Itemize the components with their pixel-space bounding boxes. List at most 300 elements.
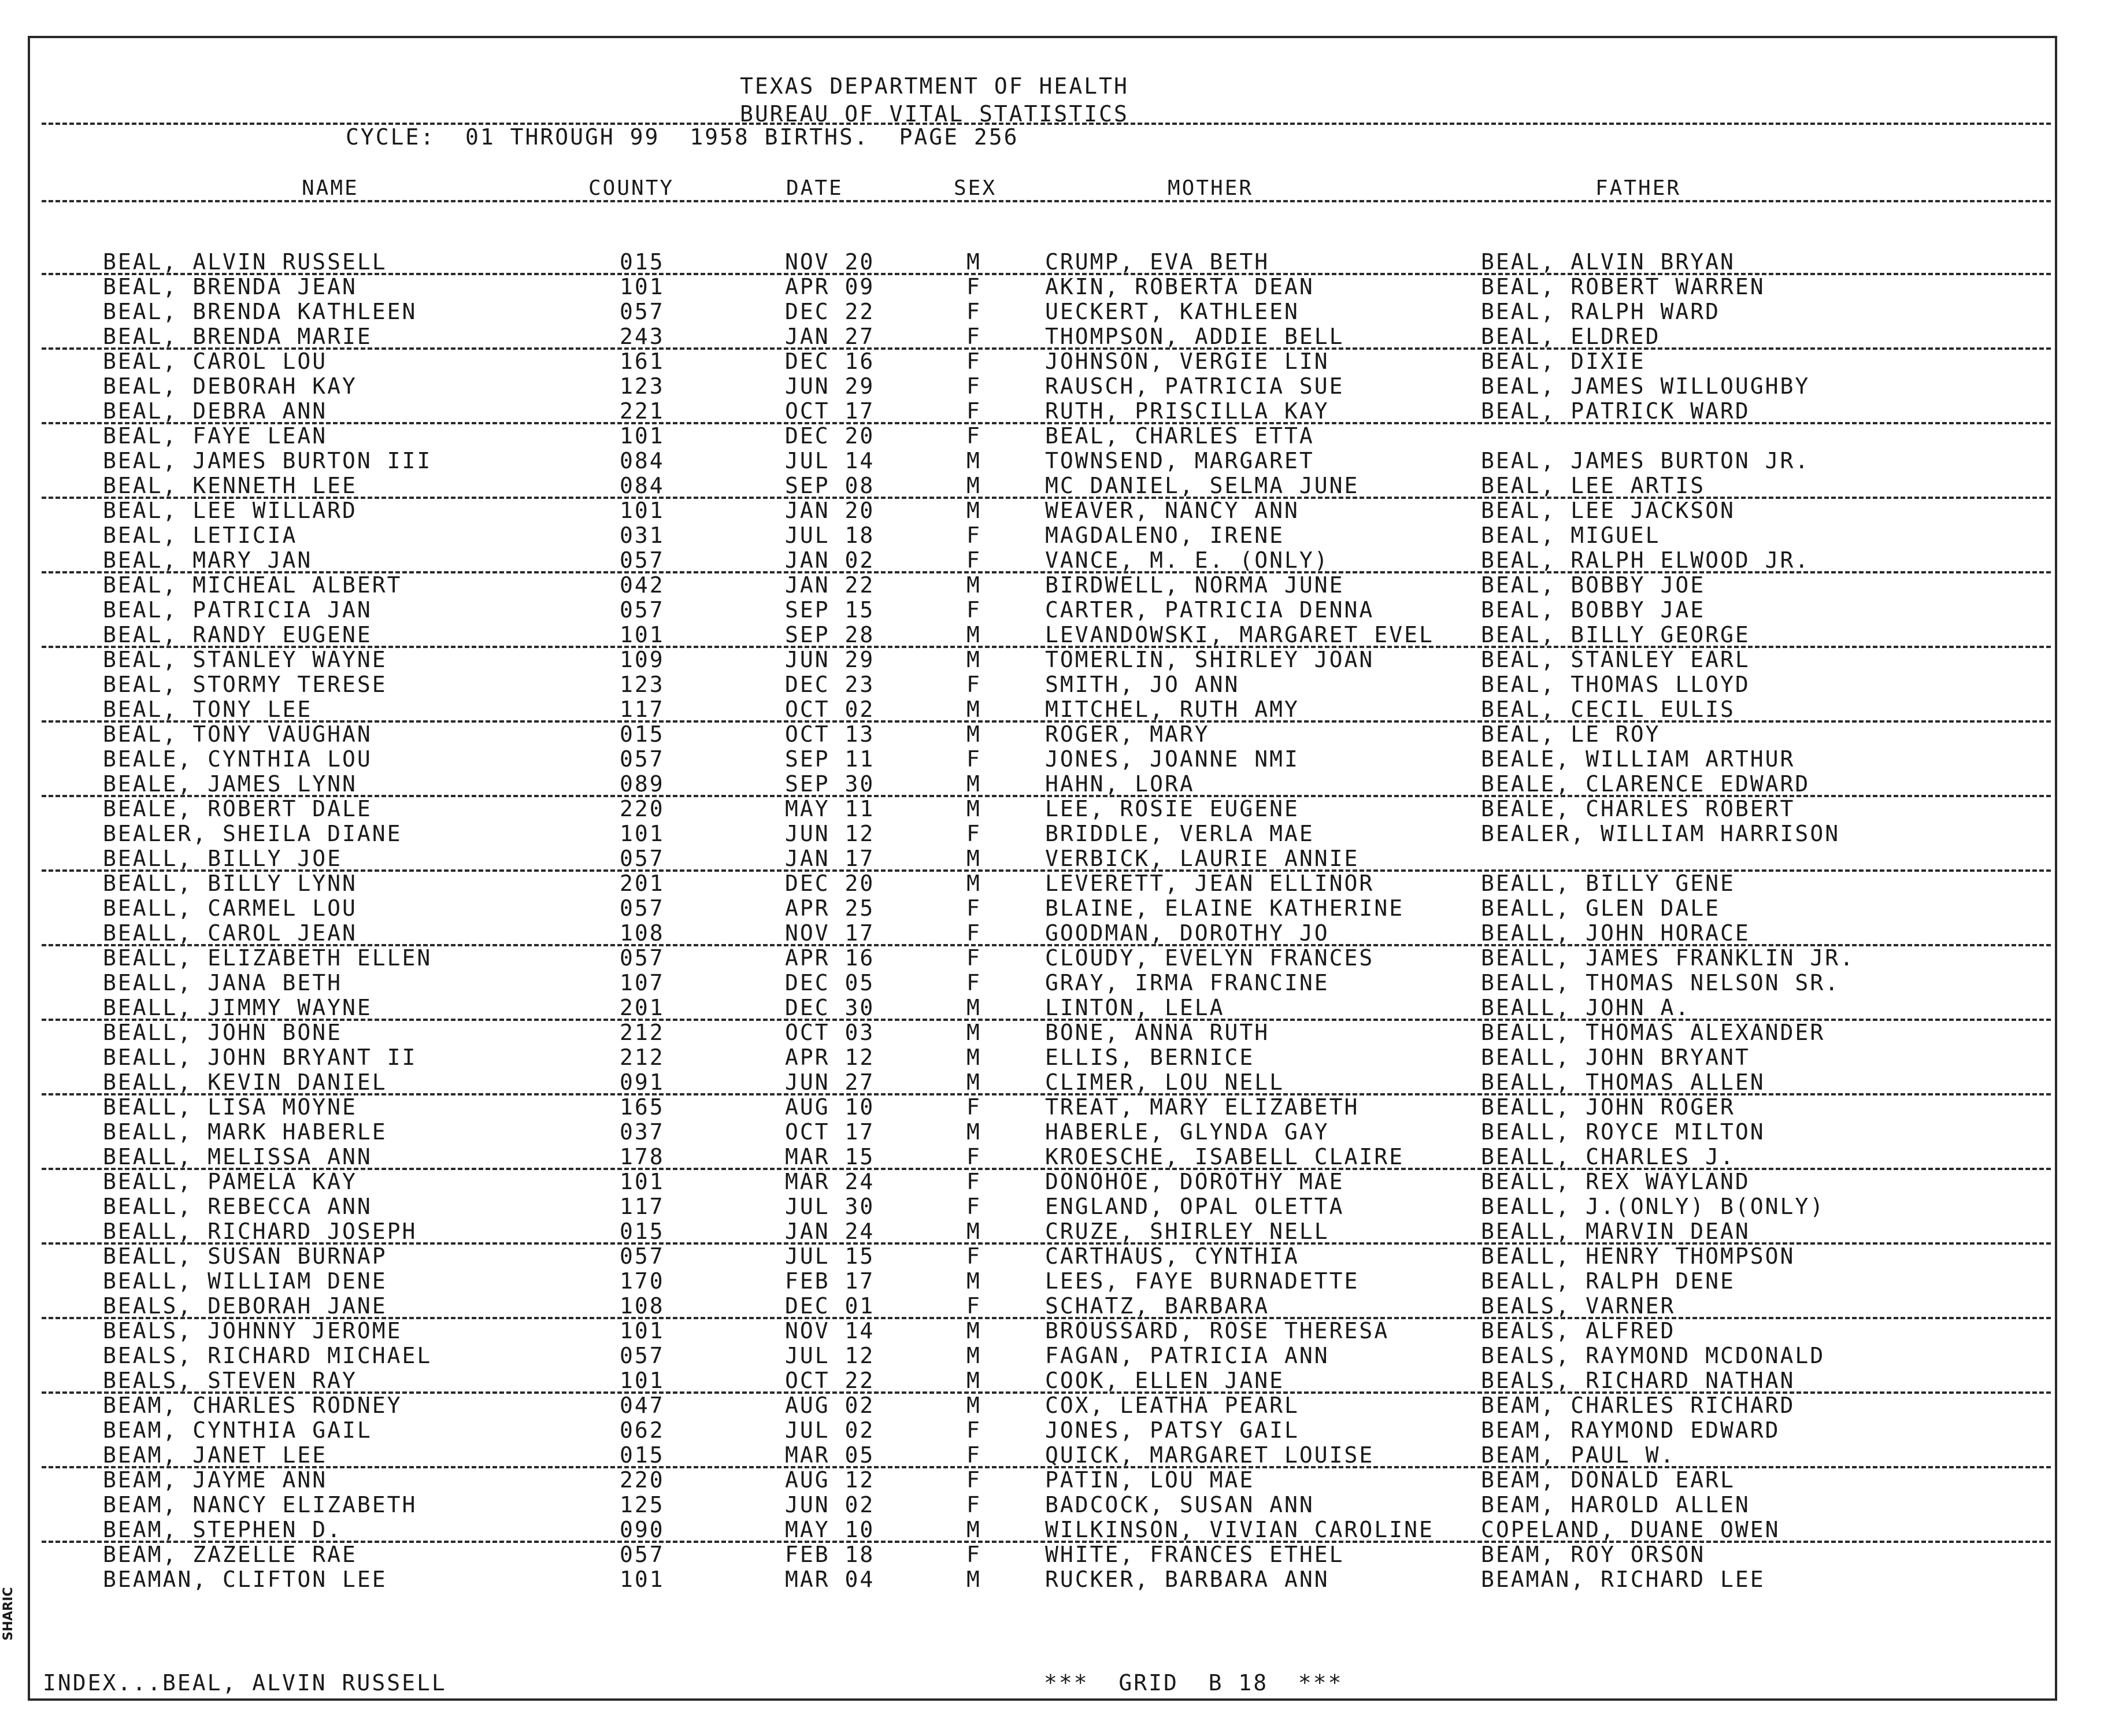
cell-mother: AKIN, ROBERTA DEAN — [1045, 274, 1314, 299]
cell-date: OCT 03 — [785, 1020, 875, 1045]
cell-father: BEAM, HAROLD ALLEN — [1481, 1492, 1750, 1517]
cell-father: BEALL, JOHN ROGER — [1481, 1094, 1735, 1120]
table-row — [0, 723, 2115, 747]
col-header-sex: SEX — [954, 176, 997, 200]
cell-name: BEAL, DEBORAH KAY — [103, 373, 357, 399]
row-rule — [42, 1466, 2051, 1468]
cell-father: BEAL, BOBBY JOE — [1481, 572, 1706, 598]
cell-county: 015 — [620, 721, 665, 747]
cell-mother: RUCKER, BARBARA ANN — [1045, 1567, 1329, 1592]
table-row — [0, 1444, 2115, 1468]
cell-sex: F — [966, 1144, 981, 1169]
cell-date: JUN 27 — [785, 1069, 875, 1095]
cell-mother: QUICK, MARGARET LOUISE — [1045, 1442, 1375, 1468]
cell-date: APR 16 — [785, 945, 875, 971]
cell-mother: ELLIS, BERNICE — [1045, 1045, 1255, 1070]
cell-father: BEAL, DIXIE — [1481, 349, 1646, 374]
table-row — [0, 748, 2115, 772]
table-row — [0, 475, 2115, 499]
cell-name: BEAM, STEPHEN D. — [103, 1517, 343, 1542]
cell-date: MAY 10 — [785, 1517, 875, 1542]
cell-name: BEALE, JAMES LYNN — [103, 771, 357, 797]
cell-mother: WHITE, FRANCES ETHEL — [1045, 1542, 1344, 1567]
cell-sex: F — [966, 1194, 981, 1219]
table-row — [0, 301, 2115, 325]
cell-county: 015 — [620, 249, 665, 275]
cell-sex: M — [966, 473, 981, 498]
cell-sex: F — [966, 672, 981, 697]
table-row — [0, 1568, 2115, 1593]
cell-name: BEAL, TONY LEE — [103, 697, 313, 722]
cell-sex: M — [966, 1219, 981, 1244]
cell-sex: M — [966, 796, 981, 821]
cell-father: BEAL, PATRICK WARD — [1481, 398, 1750, 424]
cell-father: BEAM, PAUL W. — [1481, 1442, 1676, 1468]
table-row — [0, 1369, 2115, 1394]
row-rule — [42, 347, 2051, 350]
cell-sex: M — [966, 572, 981, 598]
cell-date: JUL 02 — [785, 1417, 875, 1443]
table-row — [0, 599, 2115, 623]
col-header-mother: MOTHER — [1168, 176, 1254, 200]
table-row — [0, 1071, 2115, 1095]
table-row — [0, 823, 2115, 847]
table-row — [0, 1295, 2115, 1319]
cell-sex: F — [966, 1542, 981, 1567]
cell-sex: F — [966, 1243, 981, 1269]
cell-father: BEAL, ELDRED — [1481, 324, 1661, 349]
cell-father: BEAL, RALPH ELWOOD JR. — [1481, 547, 1810, 573]
cell-name: BEAL, MICHEAL ALBERT — [103, 572, 402, 598]
cell-father: BEALL, THOMAS ALEXANDER — [1481, 1020, 1825, 1045]
table-row — [0, 1195, 2115, 1220]
cell-county: 117 — [620, 697, 665, 722]
cell-mother: BONE, ANNA RUTH — [1045, 1020, 1270, 1045]
cell-name: BEAL, ALVIN RUSSELL — [103, 249, 387, 275]
cell-mother: BLAINE, ELAINE KATHERINE — [1045, 895, 1405, 921]
cell-sex: F — [966, 324, 981, 349]
cell-father: BEALL, CHARLES J. — [1481, 1144, 1735, 1169]
table-row — [0, 1494, 2115, 1518]
table-row — [0, 375, 2115, 399]
cell-sex: F — [966, 274, 981, 299]
cell-mother: MITCHEL, RUTH AMY — [1045, 697, 1299, 722]
col-header-father: FATHER — [1595, 176, 1681, 200]
cell-county: 161 — [620, 349, 665, 374]
cell-sex: F — [966, 895, 981, 921]
cell-father: BEAL, ALVIN BRYAN — [1481, 249, 1735, 275]
cell-county: 107 — [620, 970, 665, 995]
cell-name: BEALS, DEBORAH JANE — [103, 1293, 387, 1319]
cell-name: BEALE, ROBERT DALE — [103, 796, 372, 821]
cell-date: JAN 27 — [785, 324, 875, 349]
cell-sex: F — [966, 1492, 981, 1517]
cell-county: 015 — [620, 1219, 665, 1244]
cell-mother: MAGDALENO, IRENE — [1045, 523, 1285, 548]
cell-name: BEALL, BILLY JOE — [103, 846, 343, 871]
cell-mother: GOODMAN, DOROTHY JO — [1045, 920, 1329, 946]
cell-father: BEALL, THOMAS NELSON SR. — [1481, 970, 1840, 995]
row-rule — [42, 795, 2051, 797]
cell-date: AUG 12 — [785, 1467, 875, 1493]
cell-date: AUG 02 — [785, 1393, 875, 1418]
cell-date: JUL 12 — [785, 1343, 875, 1368]
cell-date: OCT 17 — [785, 398, 875, 424]
table-row — [0, 425, 2115, 449]
cell-name: BEALL, CARMEL LOU — [103, 895, 357, 921]
cell-date: SEP 15 — [785, 597, 875, 623]
table-row — [0, 549, 2115, 573]
cell-date: OCT 02 — [785, 697, 875, 722]
cell-father: BEAL, BILLY GEORGE — [1481, 622, 1750, 647]
cell-sex: F — [966, 1169, 981, 1194]
cell-father: BEAM, DONALD EARL — [1481, 1467, 1735, 1493]
cell-county: 037 — [620, 1119, 665, 1145]
cell-mother: TREAT, MARY ELIZABETH — [1045, 1094, 1360, 1120]
cell-date: MAR 15 — [785, 1144, 875, 1169]
table-row — [0, 872, 2115, 897]
cell-father: BEAM, ROY ORSON — [1481, 1542, 1706, 1567]
cell-father: BEAM, RAYMOND EDWARD — [1481, 1417, 1780, 1443]
table-row — [0, 698, 2115, 723]
cell-date: NOV 20 — [785, 249, 875, 275]
cell-date: JUL 30 — [785, 1194, 875, 1219]
cell-mother: CLOUDY, EVELYN FRANCES — [1045, 945, 1375, 971]
cell-mother: UECKERT, KATHLEEN — [1045, 299, 1299, 324]
cell-father: BEALE, CLARENCE EDWARD — [1481, 771, 1810, 797]
cell-date: MAR 24 — [785, 1169, 875, 1194]
cell-mother: KROESCHE, ISABELL CLAIRE — [1045, 1144, 1405, 1169]
cell-sex: F — [966, 423, 981, 449]
cell-father: BEAL, STANLEY EARL — [1481, 647, 1750, 672]
cell-mother: WILKINSON, VIVIAN CAROLINE — [1045, 1517, 1434, 1542]
cell-father: BEALL, BILLY GENE — [1481, 871, 1735, 896]
cell-date: DEC 20 — [785, 871, 875, 896]
cell-county: 057 — [620, 1343, 665, 1368]
cell-mother: BEAL, CHARLES ETTA — [1045, 423, 1314, 449]
table-row — [0, 1419, 2115, 1443]
row-rule — [42, 869, 2051, 872]
cell-father: BEALL, HENRY THOMPSON — [1481, 1243, 1795, 1269]
cell-county: 123 — [620, 373, 665, 399]
cell-father: BEAL, LE ROY — [1481, 721, 1661, 747]
row-rule — [42, 1093, 2051, 1095]
agency-title: TEXAS DEPARTMENT OF HEALTH — [740, 73, 1129, 99]
cell-county: 220 — [620, 796, 665, 821]
cell-mother: LEES, FAYE BURNADETTE — [1045, 1268, 1360, 1294]
cell-sex: F — [966, 920, 981, 946]
cell-mother: THOMPSON, ADDIE BELL — [1045, 324, 1344, 349]
cell-date: DEC 30 — [785, 995, 875, 1020]
cell-name: BEAM, JAYME ANN — [103, 1467, 328, 1493]
table-row — [0, 798, 2115, 822]
cell-name: BEALL, PAMELA KAY — [103, 1169, 357, 1194]
cell-county: 047 — [620, 1393, 665, 1418]
cell-county: 201 — [620, 871, 665, 896]
cell-mother: LINTON, LELA — [1045, 995, 1225, 1020]
cell-county: 057 — [620, 547, 665, 573]
cell-mother: FAGAN, PATRICIA ANN — [1045, 1343, 1329, 1368]
cell-date: SEP 08 — [785, 473, 875, 498]
cell-mother: COOK, ELLEN JANE — [1045, 1368, 1285, 1393]
cycle-line: CYCLE: 01 THROUGH 99 1958 BIRTHS. PAGE 256 — [346, 124, 1019, 150]
cell-county: 057 — [620, 846, 665, 871]
cell-date: OCT 17 — [785, 1119, 875, 1145]
cell-date: DEC 20 — [785, 423, 875, 449]
cell-name: BEALL, WILLIAM DENE — [103, 1268, 387, 1294]
table-row — [0, 251, 2115, 275]
cell-father: BEALL, J.(ONLY) B(ONLY) — [1481, 1194, 1825, 1219]
header-rule-top — [42, 123, 2051, 125]
table-row — [0, 1046, 2115, 1071]
cell-father: BEAL, MIGUEL — [1481, 523, 1661, 548]
cell-county: 117 — [620, 1194, 665, 1219]
cell-mother: JONES, JOANNE NMI — [1045, 746, 1299, 772]
cell-name: BEAL, FAYE LEAN — [103, 423, 328, 449]
cell-county: 101 — [620, 622, 665, 647]
cell-mother: CARTHAUS, CYNTHIA — [1045, 1243, 1299, 1269]
cell-name: BEAM, JANET LEE — [103, 1442, 328, 1468]
cell-county: 091 — [620, 1069, 665, 1095]
cell-father: BEALL, JOHN BRYANT — [1481, 1045, 1750, 1070]
cell-name: BEAL, DEBRA ANN — [103, 398, 328, 424]
cell-name: BEAM, CHARLES RODNEY — [103, 1393, 402, 1418]
table-row — [0, 847, 2115, 872]
row-rule — [42, 1541, 2051, 1543]
table-row — [0, 897, 2115, 921]
cell-date: APR 25 — [785, 895, 875, 921]
cell-mother: BRIDDLE, VERLA MAE — [1045, 821, 1314, 846]
cell-mother: CLIMER, LOU NELL — [1045, 1069, 1285, 1095]
cell-date: JUN 29 — [785, 647, 875, 672]
cell-date: DEC 05 — [785, 970, 875, 995]
table-row — [0, 574, 2115, 598]
cell-name: BEALL, RICHARD JOSEPH — [103, 1219, 417, 1244]
cell-sex: M — [966, 1069, 981, 1095]
table-row — [0, 1469, 2115, 1493]
cell-sex: F — [966, 746, 981, 772]
cell-county: 057 — [620, 597, 665, 623]
cell-name: BEALER, SHEILA DIANE — [103, 821, 402, 846]
cell-mother: ROGER, MARY — [1045, 721, 1210, 747]
cell-county: 101 — [620, 274, 665, 299]
table-row — [0, 997, 2115, 1021]
cell-sex: M — [966, 697, 981, 722]
cell-county: 057 — [620, 1243, 665, 1269]
cell-name: BEAM, CYNTHIA GAIL — [103, 1417, 372, 1443]
cell-county: 108 — [620, 920, 665, 946]
cell-father: BEALS, RAYMOND MCDONALD — [1481, 1343, 1825, 1368]
cell-sex: F — [966, 597, 981, 623]
cell-county: 101 — [620, 498, 665, 523]
cell-mother: MC DANIEL, SELMA JUNE — [1045, 473, 1360, 498]
cell-name: BEAL, BRENDA MARIE — [103, 324, 372, 349]
cell-name: BEALL, MARK HABERLE — [103, 1119, 387, 1145]
footer-index: INDEX...BEAL, ALVIN RUSSELL — [43, 1670, 447, 1696]
cell-father: BEAL, LEE ARTIS — [1481, 473, 1706, 498]
cell-father: BEALE, CHARLES ROBERT — [1481, 796, 1795, 821]
cell-sex: M — [966, 498, 981, 523]
cell-sex: F — [966, 547, 981, 573]
cell-date: JUL 14 — [785, 448, 875, 473]
cell-name: BEAL, LEE WILLARD — [103, 498, 357, 523]
cell-name: BEAL, KENNETH LEE — [103, 473, 357, 498]
cell-name: BEAL, BRENDA KATHLEEN — [103, 299, 417, 324]
cell-mother: WEAVER, NANCY ANN — [1045, 498, 1299, 523]
cell-mother: ENGLAND, OPAL OLETTA — [1045, 1194, 1344, 1219]
cell-name: BEAL, MARY JAN — [103, 547, 313, 573]
table-row — [0, 1096, 2115, 1120]
cell-sex: M — [966, 1567, 981, 1592]
cell-mother: RUTH, PRISCILLA KAY — [1045, 398, 1329, 424]
cell-mother: TOMERLIN, SHIRLEY JOAN — [1045, 647, 1375, 672]
cell-county: 108 — [620, 1293, 665, 1319]
cell-county: 123 — [620, 672, 665, 697]
cell-name: BEALS, RICHARD MICHAEL — [103, 1343, 432, 1368]
table-row — [0, 1220, 2115, 1245]
cell-sex: F — [966, 299, 981, 324]
cell-county: 031 — [620, 523, 665, 548]
row-rule — [42, 497, 2051, 499]
cell-county: 084 — [620, 473, 665, 498]
table-row — [0, 1345, 2115, 1369]
table-row — [0, 499, 2115, 524]
cell-sex: M — [966, 1268, 981, 1294]
cell-county: 015 — [620, 1442, 665, 1468]
row-rule — [42, 571, 2051, 573]
cell-sex: F — [966, 523, 981, 548]
table-row — [0, 624, 2115, 648]
cell-mother: HAHN, LORA — [1045, 771, 1195, 797]
cell-county: 178 — [620, 1144, 665, 1169]
cell-sex: F — [966, 945, 981, 971]
cell-mother: SMITH, JO ANN — [1045, 672, 1240, 697]
cell-name: BEALL, REBECCA ANN — [103, 1194, 372, 1219]
table-row — [0, 673, 2115, 698]
cell-mother: CRUZE, SHIRLEY NELL — [1045, 1219, 1329, 1244]
cell-sex: M — [966, 1119, 981, 1145]
cell-date: NOV 17 — [785, 920, 875, 946]
table-row — [0, 1146, 2115, 1170]
col-header-county: COUNTY — [588, 176, 675, 200]
cell-sex: F — [966, 970, 981, 995]
cell-name: BEALL, JANA BETH — [103, 970, 343, 995]
cell-father: BEAL, RALPH WARD — [1481, 299, 1721, 324]
cell-sex: M — [966, 1020, 981, 1045]
cell-county: 057 — [620, 746, 665, 772]
cell-father: BEAL, LEE JACKSON — [1481, 498, 1735, 523]
row-rule — [42, 1168, 2051, 1170]
cell-county: 101 — [620, 1368, 665, 1393]
cell-father: BEAL, JAMES BURTON JR. — [1481, 448, 1810, 473]
cell-father: BEAL, JAMES WILLOUGHBY — [1481, 373, 1810, 399]
cell-father: BEALL, ROYCE MILTON — [1481, 1119, 1765, 1145]
cell-mother: BADCOCK, SUSAN ANN — [1045, 1492, 1314, 1517]
cell-sex: F — [966, 398, 981, 424]
cell-name: BEALL, LISA MOYNE — [103, 1094, 357, 1120]
cell-name: BEAL, JAMES BURTON III — [103, 448, 432, 473]
cell-county: 201 — [620, 995, 665, 1020]
table-row — [0, 947, 2115, 971]
row-rule — [42, 1317, 2051, 1319]
cell-name: BEALL, BILLY LYNN — [103, 871, 357, 896]
cell-mother: BIRDWELL, NORMA JUNE — [1045, 572, 1344, 598]
cell-sex: F — [966, 1467, 981, 1493]
cell-county: 057 — [620, 945, 665, 971]
cell-sex: F — [966, 821, 981, 846]
cell-county: 221 — [620, 398, 665, 424]
row-rule — [42, 422, 2051, 424]
cell-sex: M — [966, 1045, 981, 1070]
cell-mother: LEE, ROSIE EUGENE — [1045, 796, 1299, 821]
cell-sex: F — [966, 1417, 981, 1443]
cell-sex: M — [966, 1517, 981, 1542]
cell-father: BEAL, CECIL EULIS — [1481, 697, 1735, 722]
cell-date: APR 12 — [785, 1045, 875, 1070]
table-row — [0, 773, 2115, 797]
row-rule — [42, 273, 2051, 275]
cell-father: BEAM, CHARLES RICHARD — [1481, 1393, 1795, 1418]
cell-mother: RAUSCH, PATRICIA SUE — [1045, 373, 1344, 399]
cell-sex: M — [966, 647, 981, 672]
cell-sex: M — [966, 771, 981, 797]
table-row — [0, 524, 2115, 549]
row-rule — [42, 944, 2051, 946]
table-row — [0, 325, 2115, 350]
header-rule-bottom — [42, 200, 2051, 202]
cell-father: BEALE, WILLIAM ARTHUR — [1481, 746, 1795, 772]
col-header-date: DATE — [786, 176, 843, 200]
table-row — [0, 450, 2115, 474]
row-rule — [42, 1391, 2051, 1394]
cell-father: BEALL, MARVIN DEAN — [1481, 1219, 1750, 1244]
cell-date: JAN 17 — [785, 846, 875, 871]
cell-mother: TOWNSEND, MARGARET — [1045, 448, 1314, 473]
cell-county: 057 — [620, 299, 665, 324]
cell-date: DEC 01 — [785, 1293, 875, 1319]
cell-sex: M — [966, 1393, 981, 1418]
cell-father: BEALS, RICHARD NATHAN — [1481, 1368, 1795, 1393]
cell-county: 101 — [620, 1318, 665, 1343]
cell-name: BEALE, CYNTHIA LOU — [103, 746, 372, 772]
cell-date: JUN 12 — [785, 821, 875, 846]
table-row — [0, 1171, 2115, 1195]
cell-date: MAY 11 — [785, 796, 875, 821]
cell-sex: F — [966, 349, 981, 374]
table-row — [0, 1121, 2115, 1145]
cell-name: BEAL, LETICIA — [103, 523, 298, 548]
cell-mother: DONOHOE, DOROTHY MAE — [1045, 1169, 1344, 1194]
cell-father: BEALL, GLEN DALE — [1481, 895, 1721, 921]
table-row — [0, 1270, 2115, 1294]
table-row — [0, 1021, 2115, 1046]
cell-mother: BROUSSARD, ROSE THERESA — [1045, 1318, 1390, 1343]
cell-date: SEP 30 — [785, 771, 875, 797]
cell-name: BEAL, STORMY TERESE — [103, 672, 387, 697]
cell-father: BEAL, THOMAS LLOYD — [1481, 672, 1750, 697]
cell-date: FEB 17 — [785, 1268, 875, 1294]
cell-sex: M — [966, 1368, 981, 1393]
cell-sex: F — [966, 373, 981, 399]
table-row — [0, 1519, 2115, 1543]
cell-county: 042 — [620, 572, 665, 598]
cell-name: BEALL, ELIZABETH ELLEN — [103, 945, 432, 971]
cell-mother: VANCE, M. E. (ONLY) — [1045, 547, 1329, 573]
cell-sex: M — [966, 249, 981, 275]
cell-name: BEAL, CAROL LOU — [103, 349, 328, 374]
row-rule — [42, 1242, 2051, 1245]
cell-name: BEALL, KEVIN DANIEL — [103, 1069, 387, 1095]
